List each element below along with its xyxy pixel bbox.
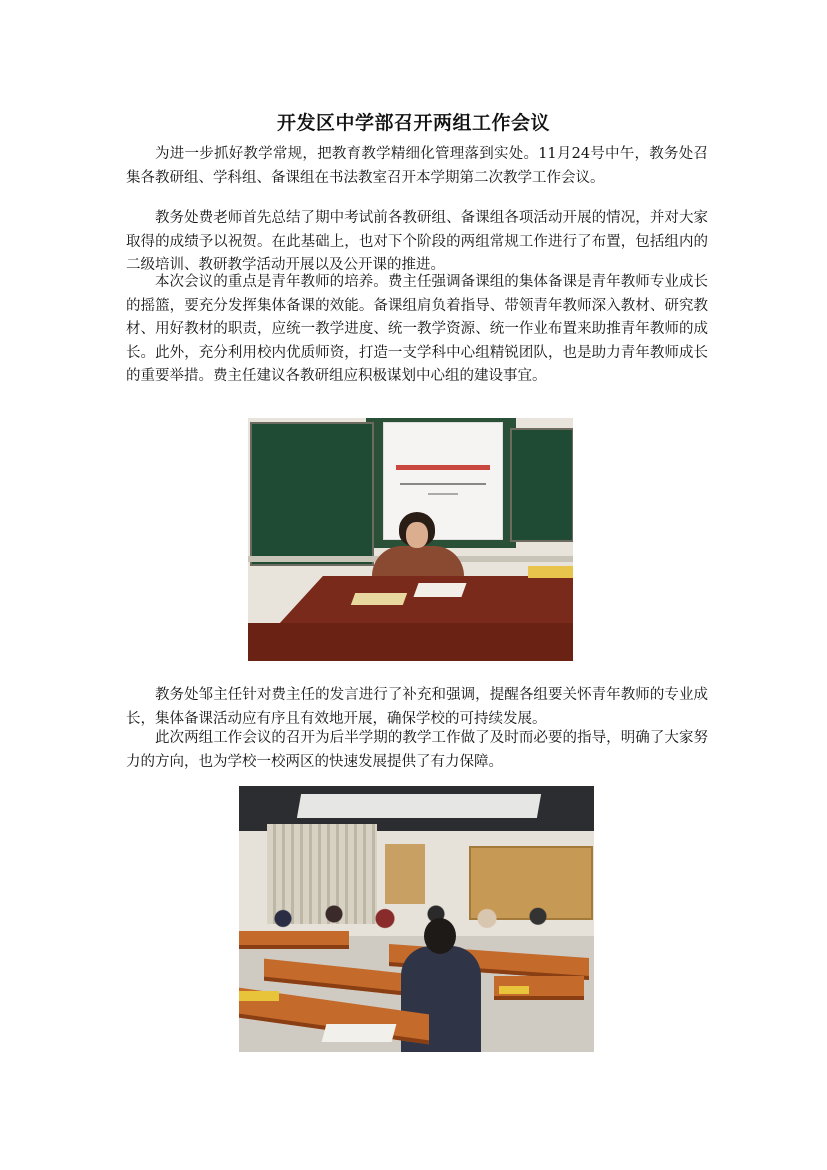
paragraph-2: 教务处费老师首先总结了期中考试前各教研组、备课组各项活动开展的情况，并对大家取得的成绩予以祝贺。在此基础上，也对下个阶段的两组常规工作进行了布置，包括组内的二级培训、教研教学活动开展以及公开课的推进。 bbox=[126, 210, 708, 273]
paragraph-1: 为进一步抓好教学常规，把教育教学精细化管理落到实处。11月24号中午，教务处召集各教研组、学科组、备课组在书法教室召开本学期第二次教学工作会议。 bbox=[126, 146, 708, 186]
paragraph-4: 教务处邹主任针对费主任的发言进行了补充和强调，提醒各组要关怀青年教师的专业成长，集体备课活动应有序且有效地开展，确保学校的可持续发展。 bbox=[126, 687, 708, 727]
paragraph-5: 此次两组工作会议的召开为后半学期的教学工作做了及时而必要的指导，明确了大家努力的方向，也为学校一校两区的快速发展提供了有力保障。 bbox=[126, 730, 708, 770]
classroom-meeting-photo bbox=[239, 786, 594, 1052]
blackboard-left bbox=[250, 422, 374, 566]
blackboard-right bbox=[510, 428, 573, 542]
page-title: 开发区中学部召开两组工作会议 bbox=[276, 112, 550, 134]
paragraph-3: 本次会议的重点是青年教师的培养。费主任强调备课组的集体备课是青年教师专业成长的摇篮，要充分发挥集体备课的效能。备课组肩负着指导、带领青年教师深入教材、研究教材、用好教材的职责，应统一教学进度、统一教学资源、统一作业布置来助推青年教师的成长。此外，充分利用校内优质师资，打造一支学科中心组精锐团队，也是助力青年教师成长的重要举措。费主任建议各教研组应积极谋划中心组的建设事宜。 bbox=[126, 274, 708, 384]
meeting-speaker-photo bbox=[248, 418, 573, 661]
